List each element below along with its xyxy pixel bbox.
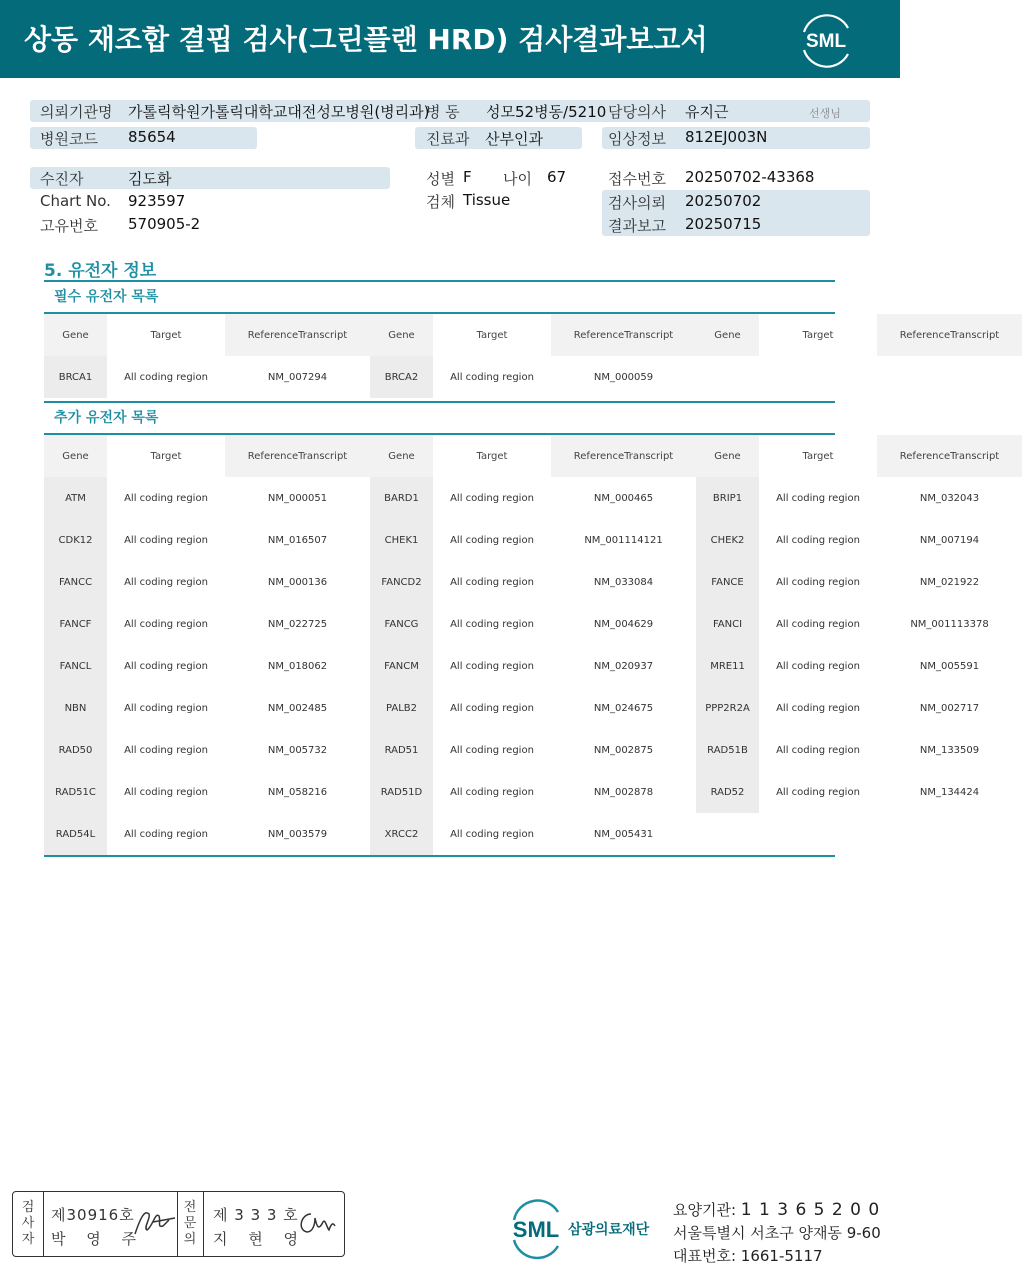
report-header bbox=[0, 0, 900, 78]
id-label: 고유번호 bbox=[40, 217, 98, 235]
gene-cell: XRCC2 bbox=[370, 813, 433, 855]
transcript-cell: NM_033084 bbox=[593, 576, 654, 588]
transcript-cell: NM_002875 bbox=[593, 744, 654, 756]
gene-cell: BRCA2 bbox=[370, 356, 433, 398]
gene-cell: PALB2 bbox=[370, 687, 433, 729]
receipt-label: 접수번호 bbox=[608, 170, 666, 188]
specialist-signature-icon bbox=[293, 1206, 339, 1238]
gene-cell: RAD51 bbox=[370, 729, 433, 771]
gene-cell: RAD52 bbox=[696, 771, 759, 813]
transcript-cell: NM_001114121 bbox=[584, 534, 663, 546]
transcript-cell: NM_020937 bbox=[593, 660, 654, 672]
chart-value: 923597 bbox=[128, 192, 186, 210]
report-title: 상동 재조합 결핍 검사(그린플랜 HRD) 검사결과보고서 bbox=[24, 23, 708, 56]
target-cell: All coding region bbox=[450, 576, 534, 588]
gene-cell: CHEK1 bbox=[370, 519, 433, 561]
signature-box bbox=[12, 1191, 345, 1257]
specialist-vertical-label: 전문의 bbox=[183, 1200, 197, 1247]
signature-divider bbox=[43, 1192, 44, 1256]
gene-cell: RAD50 bbox=[44, 729, 107, 771]
hospital-code-value: 85654 bbox=[128, 128, 176, 146]
target-cell: All coding region bbox=[776, 492, 860, 504]
target-cell: All coding region bbox=[124, 786, 208, 798]
code-value: 1 1 3 6 5 2 0 0 bbox=[740, 1200, 881, 1220]
header-target: Target bbox=[433, 314, 551, 356]
transcript-cell: NM_001113378 bbox=[910, 618, 989, 630]
transcript-cell: NM_005591 bbox=[919, 660, 980, 672]
required-gene-table bbox=[44, 280, 1000, 398]
code-label: 요양기관: bbox=[673, 1201, 741, 1219]
target-cell: All coding region bbox=[124, 702, 208, 714]
dept-label: 진료과 bbox=[426, 130, 470, 148]
target-cell: All coding region bbox=[776, 576, 860, 588]
header-transcript-word: Transcript bbox=[298, 450, 348, 462]
gene-cell: NBN bbox=[44, 687, 107, 729]
target-cell: All coding region bbox=[776, 660, 860, 672]
target-cell: All coding region bbox=[124, 828, 208, 840]
target-cell: All coding region bbox=[124, 660, 208, 672]
gene-cell: MRE11 bbox=[696, 645, 759, 687]
inspector-signature-icon bbox=[131, 1206, 177, 1238]
target-cell: All coding region bbox=[450, 702, 534, 714]
target-cell: All coding region bbox=[776, 702, 860, 714]
transcript-cell: NM_003579 bbox=[267, 828, 328, 840]
empty-cell bbox=[877, 356, 1022, 398]
clinical-value: 812EJ003N bbox=[685, 128, 768, 146]
institution-label: 의뢰기관명 bbox=[40, 103, 113, 121]
target-cell: All coding region bbox=[450, 660, 534, 672]
additional-grid bbox=[44, 435, 1000, 855]
gene-cell: BRCA1 bbox=[44, 356, 107, 398]
target-cell: All coding region bbox=[450, 371, 534, 383]
transcript-cell: NM_133509 bbox=[919, 744, 980, 756]
header-reference-word: Reference bbox=[247, 450, 299, 462]
address: 서울특별시 서초구 양재동 9-60 bbox=[673, 1224, 881, 1242]
signature-divider-2 bbox=[177, 1192, 178, 1256]
clinical-label: 임상정보 bbox=[608, 130, 666, 148]
header-reference-word: Reference bbox=[247, 329, 299, 341]
header-reference-word: Reference bbox=[573, 450, 625, 462]
transcript-cell: NM_000465 bbox=[593, 492, 654, 504]
transcript-cell: NM_024675 bbox=[593, 702, 654, 714]
header-reference-transcript bbox=[877, 314, 1022, 356]
phone-line bbox=[673, 1245, 823, 1266]
target-cell: All coding region bbox=[124, 576, 208, 588]
header-reference-transcript bbox=[225, 435, 370, 477]
target-cell: All coding region bbox=[124, 744, 208, 756]
age-label: 나이 bbox=[503, 170, 532, 188]
header-reference-word: Reference bbox=[899, 329, 951, 341]
header-target: Target bbox=[433, 435, 551, 477]
dept-value: 산부인과 bbox=[485, 130, 543, 148]
transcript-cell: NM_007294 bbox=[267, 371, 328, 383]
header-reference-transcript bbox=[877, 435, 1022, 477]
header-target: Target bbox=[107, 435, 225, 477]
institution-code-line bbox=[673, 1199, 880, 1220]
sex-value: F bbox=[463, 168, 472, 186]
target-cell: All coding region bbox=[124, 492, 208, 504]
report-label: 결과보고 bbox=[608, 217, 666, 235]
table-bottom-line bbox=[44, 855, 835, 857]
empty-cell bbox=[759, 356, 877, 398]
transcript-cell: NM_134424 bbox=[919, 786, 980, 798]
target-cell: All coding region bbox=[776, 534, 860, 546]
inspector-name: 박 영 주 bbox=[51, 1230, 145, 1248]
gene-cell: FANCM bbox=[370, 645, 433, 687]
target-cell: All coding region bbox=[450, 828, 534, 840]
header-gene: Gene bbox=[44, 435, 107, 477]
gene-cell: PPP2R2A bbox=[696, 687, 759, 729]
chart-label: Chart No. bbox=[40, 192, 111, 210]
signature-divider-3 bbox=[203, 1192, 204, 1256]
gene-cell: RAD54L bbox=[44, 813, 107, 855]
specimen-value: Tissue bbox=[463, 191, 511, 209]
gene-cell: BARD1 bbox=[370, 477, 433, 519]
header-target: Target bbox=[107, 314, 225, 356]
empty-cell bbox=[696, 813, 759, 855]
gene-cell: FANCL bbox=[44, 645, 107, 687]
gene-cell: FANCC bbox=[44, 561, 107, 603]
info-pill-patient bbox=[30, 167, 390, 189]
gene-cell: RAD51D bbox=[370, 771, 433, 813]
gene-cell: FANCG bbox=[370, 603, 433, 645]
header-transcript-word: Transcript bbox=[624, 329, 674, 341]
gene-cell: CHEK2 bbox=[696, 519, 759, 561]
report-value: 20250715 bbox=[685, 215, 762, 233]
empty-cell bbox=[759, 813, 877, 855]
header-reference-transcript bbox=[551, 314, 696, 356]
transcript-cell: NM_002485 bbox=[267, 702, 328, 714]
required-grid bbox=[44, 314, 1000, 398]
additional-table-title: 추가 유전자 목록 bbox=[44, 401, 835, 435]
header-reference-transcript bbox=[551, 435, 696, 477]
transcript-cell: NM_000136 bbox=[267, 576, 328, 588]
header-reference-word: Reference bbox=[573, 329, 625, 341]
target-cell: All coding region bbox=[776, 786, 860, 798]
gene-cell: RAD51C bbox=[44, 771, 107, 813]
footer-logo-text: SML bbox=[512, 1217, 560, 1242]
required-table-title: 필수 유전자 목록 bbox=[44, 280, 835, 314]
target-cell: All coding region bbox=[450, 786, 534, 798]
transcript-cell: NM_021922 bbox=[919, 576, 980, 588]
patient-value: 김도화 bbox=[128, 170, 172, 188]
header-gene: Gene bbox=[696, 435, 759, 477]
header-gene: Gene bbox=[370, 314, 433, 356]
target-cell: All coding region bbox=[124, 371, 208, 383]
transcript-cell: NM_000059 bbox=[593, 371, 654, 383]
gene-cell: FANCI bbox=[696, 603, 759, 645]
age-value: 67 bbox=[547, 168, 567, 186]
gene-cell: FANCD2 bbox=[370, 561, 433, 603]
transcript-cell: NM_002717 bbox=[919, 702, 980, 714]
patient-label: 수진자 bbox=[40, 170, 84, 188]
doctor-label: 담당의사 bbox=[608, 103, 666, 121]
target-cell: All coding region bbox=[450, 744, 534, 756]
transcript-cell: NM_032043 bbox=[919, 492, 980, 504]
target-cell: All coding region bbox=[450, 618, 534, 630]
sml-logo-icon bbox=[796, 12, 856, 66]
header-transcript-word: Transcript bbox=[624, 450, 674, 462]
empty-cell bbox=[696, 356, 759, 398]
hospital-code-label: 병원코드 bbox=[40, 130, 98, 148]
org-name: 삼광의료재단 bbox=[568, 1222, 650, 1238]
doctor-value: 유지근 bbox=[685, 103, 729, 121]
target-cell: All coding region bbox=[450, 492, 534, 504]
sml-footer-logo-icon bbox=[510, 1200, 670, 1256]
footer-logo bbox=[510, 1200, 670, 1260]
gene-cell: FANCF bbox=[44, 603, 107, 645]
header-reference-word: Reference bbox=[899, 450, 951, 462]
transcript-cell: NM_007194 bbox=[919, 534, 980, 546]
target-cell: All coding region bbox=[450, 534, 534, 546]
gene-cell: ATM bbox=[44, 477, 107, 519]
target-cell: All coding region bbox=[124, 618, 208, 630]
inspector-vertical-label: 검사자 bbox=[21, 1200, 35, 1247]
empty-cell bbox=[877, 813, 1022, 855]
phone-value: 1661-5117 bbox=[740, 1247, 823, 1265]
header-target: Target bbox=[759, 314, 877, 356]
doctor-suffix: 선생님 bbox=[809, 107, 841, 120]
target-cell: All coding region bbox=[124, 534, 208, 546]
inspector-license: 제30916호 bbox=[51, 1206, 135, 1224]
request-value: 20250702 bbox=[685, 192, 762, 210]
receipt-value: 20250702-43368 bbox=[685, 168, 815, 186]
phone-label: 대표번호: bbox=[673, 1247, 741, 1265]
header-gene: Gene bbox=[44, 314, 107, 356]
header-reference-transcript bbox=[225, 314, 370, 356]
transcript-cell: NM_016507 bbox=[267, 534, 328, 546]
header-transcript-word: Transcript bbox=[950, 329, 1000, 341]
ward-value: 성모52병동/5210 bbox=[486, 103, 607, 121]
ward-label: 병 동 bbox=[426, 103, 460, 121]
specimen-label: 검체 bbox=[426, 193, 455, 211]
gene-cell: CDK12 bbox=[44, 519, 107, 561]
transcript-cell: NM_000051 bbox=[267, 492, 328, 504]
transcript-cell: NM_022725 bbox=[267, 618, 328, 630]
gene-cell: FANCE bbox=[696, 561, 759, 603]
additional-gene-table bbox=[44, 401, 1000, 857]
sex-label: 성별 bbox=[426, 170, 455, 188]
specialist-license: 제 3 3 3 호 bbox=[213, 1206, 299, 1224]
transcript-cell: NM_005431 bbox=[593, 828, 654, 840]
gene-cell: BRIP1 bbox=[696, 477, 759, 519]
institution-value: 가톨릭학원가톨릭대학교대전성모병원(병리과) bbox=[128, 103, 430, 121]
header-transcript-word: Transcript bbox=[950, 450, 1000, 462]
transcript-cell: NM_002878 bbox=[593, 786, 654, 798]
target-cell: All coding region bbox=[776, 744, 860, 756]
id-value: 570905-2 bbox=[128, 215, 201, 233]
specialist-name: 지 현 영 bbox=[213, 1230, 307, 1248]
header-transcript-word: Transcript bbox=[298, 329, 348, 341]
target-cell: All coding region bbox=[776, 618, 860, 630]
header-logo-text: SML bbox=[805, 31, 847, 52]
header-gene: Gene bbox=[696, 314, 759, 356]
transcript-cell: NM_004629 bbox=[593, 618, 654, 630]
gene-cell: RAD51B bbox=[696, 729, 759, 771]
header-gene: Gene bbox=[370, 435, 433, 477]
header-target: Target bbox=[759, 435, 877, 477]
transcript-cell: NM_058216 bbox=[267, 786, 328, 798]
section-title: 5. 유전자 정보 bbox=[44, 261, 157, 281]
request-label: 검사의뢰 bbox=[608, 194, 666, 212]
transcript-cell: NM_005732 bbox=[267, 744, 328, 756]
transcript-cell: NM_018062 bbox=[267, 660, 328, 672]
